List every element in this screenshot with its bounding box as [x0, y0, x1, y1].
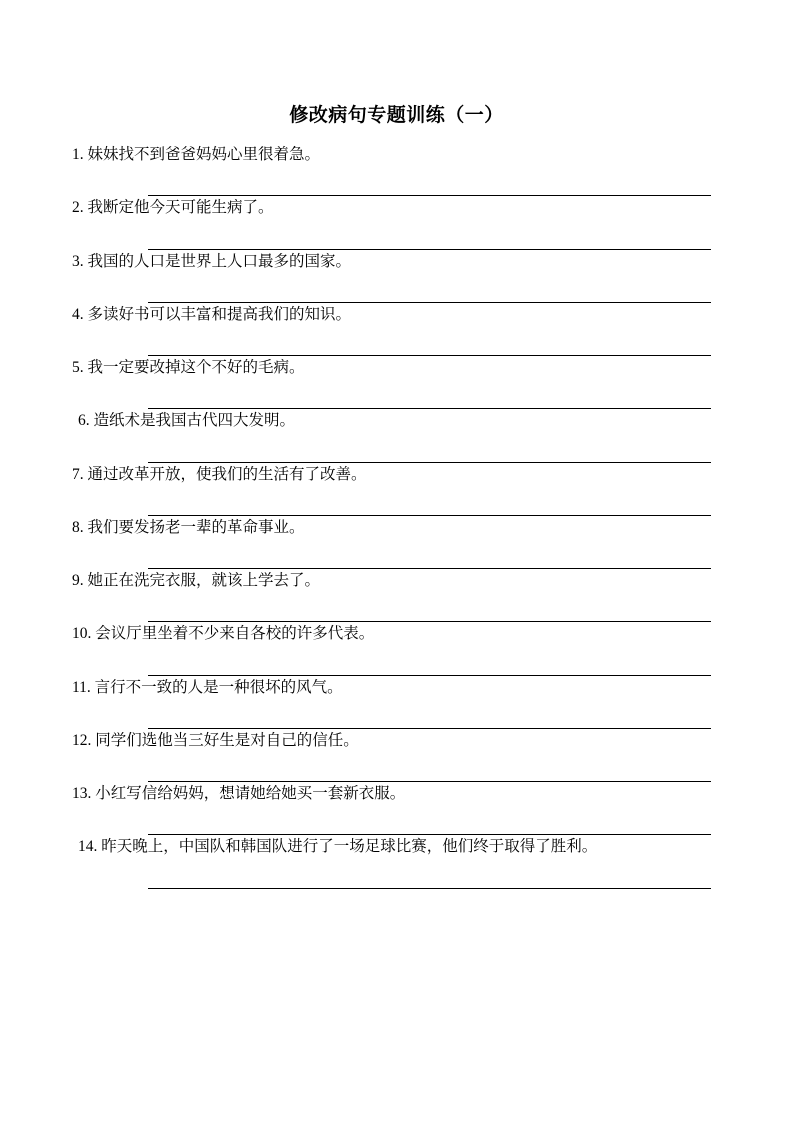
question-text: 9. 她正在洗完衣服，就该上学去了。 — [72, 572, 321, 589]
answer-line[interactable] — [148, 433, 711, 463]
list-item — [60, 356, 733, 409]
list-item — [60, 622, 733, 675]
answer-line[interactable] — [148, 326, 711, 356]
list-item — [60, 463, 733, 516]
list-item — [60, 782, 733, 835]
question-text: 4. 多读好书可以丰富和提高我们的知识。 — [72, 305, 352, 323]
answer-line[interactable] — [148, 379, 711, 409]
answer-line[interactable] — [148, 646, 711, 676]
question-text: 5. 我一定要改掉这个不好的毛病。 — [72, 359, 305, 376]
answer-line[interactable] — [148, 539, 711, 569]
question-text: 14. 昨天晚上，中国队和韩国队进行了一场足球比赛，他们终于取得了胜利。 — [78, 838, 598, 856]
question-text: 12. 同学们选他当三好生是对自己的信任。 — [72, 731, 359, 749]
answer-line[interactable] — [148, 220, 711, 250]
list-item — [60, 676, 733, 729]
list-item — [60, 143, 733, 196]
list-item — [60, 569, 733, 622]
answer-line[interactable] — [148, 752, 711, 782]
question-text: 7. 通过改革开放，使我们的生活有了改善。 — [72, 465, 367, 483]
answer-line[interactable] — [148, 592, 711, 622]
question-text: 3. 我国的人口是世界上人口最多的国家。 — [72, 252, 352, 270]
list-item — [60, 409, 733, 462]
question-text: 6. 造纸术是我国古代四大发明。 — [78, 412, 296, 430]
page-title: 修改病句专题训练（一） — [289, 104, 504, 126]
question-text: 8. 我们要发扬老一辈的革命事业。 — [72, 518, 305, 536]
answer-line[interactable] — [148, 699, 711, 729]
question-text: 11. 言行不一致的人是一种很坏的风气。 — [72, 678, 343, 696]
answer-line[interactable] — [148, 805, 711, 835]
exercise-list — [0, 143, 793, 889]
answer-line[interactable] — [148, 859, 711, 889]
question-text: 10. 会议厅里坐着不少来自各校的许多代表。 — [72, 625, 375, 643]
list-item — [60, 835, 733, 888]
question-text: 13. 小红写信给妈妈，想请她给她买一套新衣服。 — [72, 785, 406, 802]
question-text: 2. 我断定他今天可能生病了。 — [72, 199, 274, 217]
list-item — [60, 196, 733, 249]
list-item — [60, 516, 733, 569]
question-text: 1. 妹妹找不到爸爸妈妈心里很着急。 — [72, 146, 321, 163]
answer-line[interactable] — [148, 273, 711, 303]
list-item — [60, 250, 733, 303]
list-item — [60, 729, 733, 782]
list-item — [60, 303, 733, 356]
answer-line[interactable] — [148, 486, 711, 516]
answer-line[interactable] — [148, 166, 711, 196]
